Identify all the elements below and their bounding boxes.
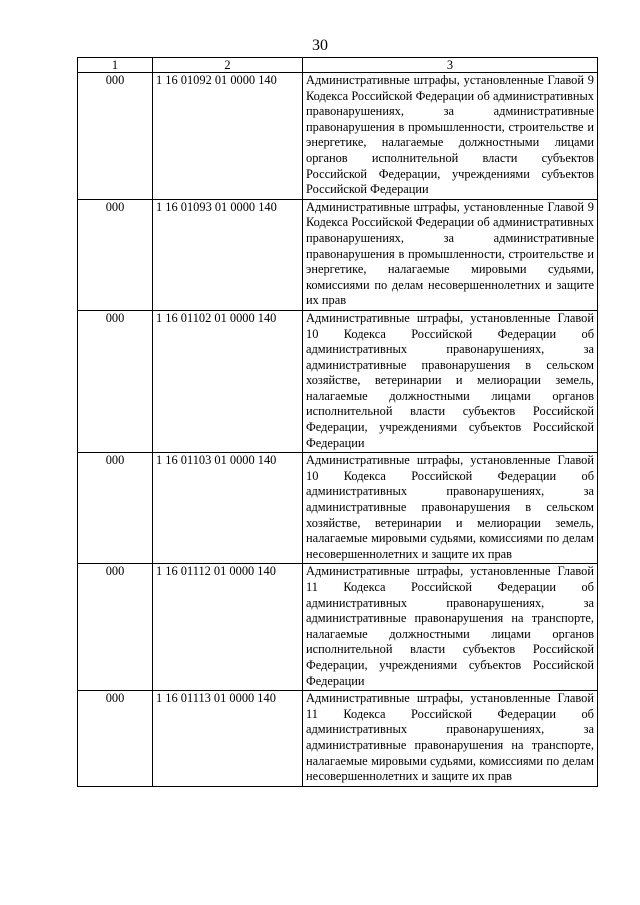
budget-classification-table [77,57,598,787]
kbk-code-cell: 1 16 01093 01 0000 140 [153,199,303,310]
table-row [78,453,598,564]
column-header-3: 3 [303,58,598,73]
admin-code-cell: 000 [78,310,153,452]
table-row [78,310,598,452]
admin-code-cell: 000 [78,691,153,787]
kbk-code-cell: 1 16 01103 01 0000 140 [153,453,303,564]
admin-code-cell: 000 [78,453,153,564]
page-number: 30 [312,37,328,54]
description-cell: Административные штрафы, установленные Главой 9 Кодекса Российской Федерации об административных правонарушениях, за административные правонарушения в промышленности, строительстве и энергетике, налагаемые должностными лицами органов исполнительной власти субъектов Российской Федерации, учреждениями субъектов Российской Федерации [303,73,598,200]
kbk-code-cell: 1 16 01092 01 0000 140 [153,73,303,200]
kbk-code-cell: 1 16 01112 01 0000 140 [153,564,303,691]
description-cell: Административные штрафы, установленные Главой 10 Кодекса Российской Федерации об административных правонарушениях, за административные правонарушения в сельском хозяйстве, ветеринарии и мелиорации земель, налагаемые мировыми судьями, комиссиями по делам несовершеннолетних и защите их прав [303,453,598,564]
table-header-row [78,58,598,73]
kbk-code-cell: 1 16 01102 01 0000 140 [153,310,303,452]
kbk-code-cell: 1 16 01113 01 0000 140 [153,691,303,787]
description-cell: Административные штрафы, установленные Главой 11 Кодекса Российской Федерации об административных правонарушениях, за административные правонарушения на транспорте, налагаемые должностными лицами органов исполнительной власти субъектов Российской Федерации, учреждениями субъектов Российской Федерации [303,564,598,691]
column-header-2: 2 [153,58,303,73]
table-row [78,199,598,310]
description-cell: Административные штрафы, установленные Главой 10 Кодекса Российской Федерации об административных правонарушениях, за административные правонарушения в сельском хозяйстве, ветеринарии и мелиорации земель, налагаемые должностными лицами органов исполнительной власти субъектов Российской Федерации, учреждениями субъектов Российской Федерации [303,310,598,452]
table-row [78,564,598,691]
admin-code-cell: 000 [78,199,153,310]
column-header-1: 1 [78,58,153,73]
admin-code-cell: 000 [78,564,153,691]
description-cell: Административные штрафы, установленные Главой 9 Кодекса Российской Федерации об административных правонарушениях, за административные правонарушения в промышленности, строительстве и энергетике, налагаемые мировыми судьями, комиссиями по делам несовершеннолетних и защите их прав [303,199,598,310]
table-row [78,691,598,787]
table-row [78,73,598,200]
description-cell: Административные штрафы, установленные Главой 11 Кодекса Российской Федерации об административных правонарушениях, за административные правонарушения на транспорте, налагаемые мировыми судьями, комиссиями по делам несовершеннолетних и защите их прав [303,691,598,787]
admin-code-cell: 000 [78,73,153,200]
